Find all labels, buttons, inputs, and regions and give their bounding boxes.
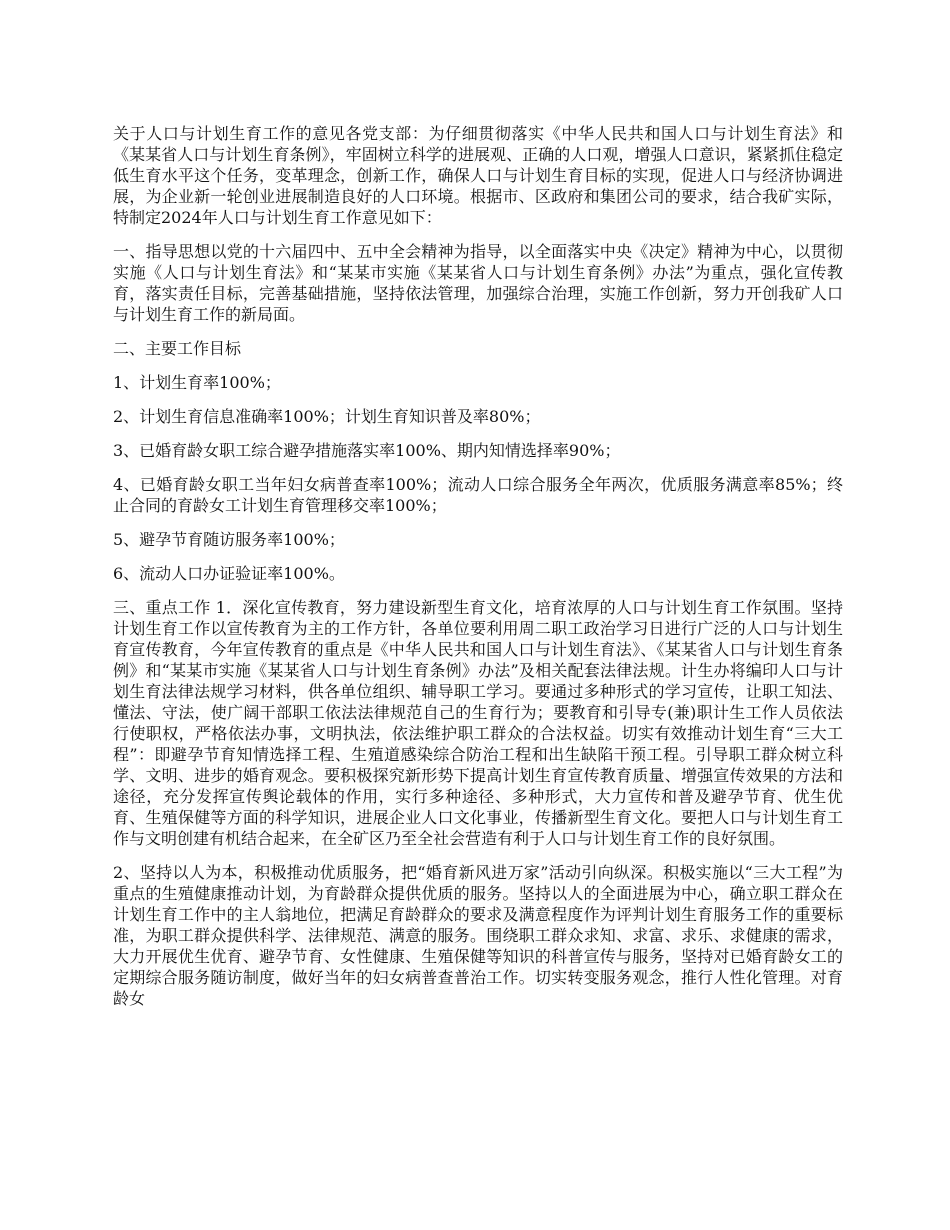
goal-item-1: 1、计划生育率100%； (113, 373, 281, 392)
goal-item-4: 4、已婚育龄女职工当年妇女病普查率100%；流动人口综合服务全年两次，优质服务满意率85%；终止合同的育龄女工计划生育管理移交率100%； (113, 475, 843, 515)
goal-item-2: 2、计划生育信息准确率100%；计划生育知识普及率80%； (113, 407, 541, 426)
section-heading-goals: 二、主要工作目标 (113, 339, 242, 358)
paragraph-key-work-2: 2、坚持以人为本，积极推动优质服务，把“婚育新风进万家”活动引向纵深。积极实施以“三大工程”为重点的生殖健康推动计划，为育龄群众提供优质的服务。坚持以人的全面进展为中心，确立职工群众在计划生育工作中的主人翁地位，把满足育龄群众的要求及满意程度作为评判计划生育服务工作的重要标准，为职工群众提供科学、法律规范、满意的服务。围绕职工群众求知、求富、求乐、求健康的需求，大力开展优生优育、避孕节育、女性健康、生殖保健等知识的科普宣传与服务，坚持对已婚育龄女工的定期综合服务随访制度，做好当年的妇女病普查普治工作。切实转变服务观念，推行人性化管理。对育龄女 (113, 863, 843, 1008)
paragraph-intro: 关于人口与计划生育工作的意见各党支部：为仔细贯彻落实《中华人民共和国人口与计划生育法》和《某某省人口与计划生育条例》，牢固树立科学的进展观、正确的人口观，增强人口意识，紧紧抓住稳定低生育水平这个任务，变革理念，创新工作，确保人口与计划生育目标的实现，促进人口与经济协调进展，为企业新一轮创业进展制造良好的人口环境。根据市、区政府和集团公司的要求，结合我矿实际，特制定2024年人口与计划生育工作意见如下： (113, 124, 843, 227)
goal-item-3: 3、已婚育龄女职工综合避孕措施落实率100%、期内知情选择率90%； (113, 441, 621, 460)
document-body (113, 123, 843, 1009)
paragraph-key-work-1: 三、重点工作 1．深化宣传教育，努力建设新型生育文化，培育浓厚的人口与计划生育工作氛围。坚持计划生育工作以宣传教育为主的工作方针，各单位要利用周二职工政治学习日进行广泛的人口与计划生育宣传教育，今年宣传教育的重点是《中华人民共和国人口与计划生育法》、《某某省人口与计划生育条例》和“某某市实施《某某省人口与计划生育条例》办法”及相关配套法律法规。计生办将编印人口与计划生育法律法规学习材料，供各单位组织、辅导职工学习。要通过多种形式的学习宣传，让职工知法、懂法、守法，使广阔干部职工依法法律规范自己的生育行为；要教育和引导专(兼)职计生工作人员依法行使职权，严格依法办事，文明执法，依法维护职工群众的合法权益。切实有效推动计划生育“三大工程”：即避孕节育知情选择工程、生殖道感染综合防治工程和出生缺陷干预工程。引导职工群众树立科学、文明、进步的婚育观念。要积极探究新形势下提高计划生育宣传教育质量、增强宣传效果的方法和途径，充分发挥宣传舆论载体的作用，实行多种途径、多种形式，大力宣传和普及避孕节育、优生优育、生殖保健等方面的科学知识，进展企业人口文化事业，传播新型生育文化。要把人口与计划生育工作与文明创建有机结合起来，在全矿区乃至全社会营造有利于人口与计划生育工作的良好氛围。 (113, 598, 843, 848)
goal-item-5: 5、避孕节育随访服务率100%； (113, 530, 345, 549)
goal-item-6: 6、流动人口办证验证率100%。 (113, 564, 345, 583)
paragraph-guiding-ideology: 一、指导思想以党的十六届四中、五中全会精神为指导，以全面落实中央《决定》精神为中心，以贯彻实施《人口与计划生育法》和“某某市实施《某某省人口与计划生育条例》办法”为重点，强化宣传教育，落实责任目标，完善基础措施，坚持依法管理，加强综合治理，实施工作创新，努力开创我矿人口与计划生育工作的新局面。 (113, 242, 843, 324)
